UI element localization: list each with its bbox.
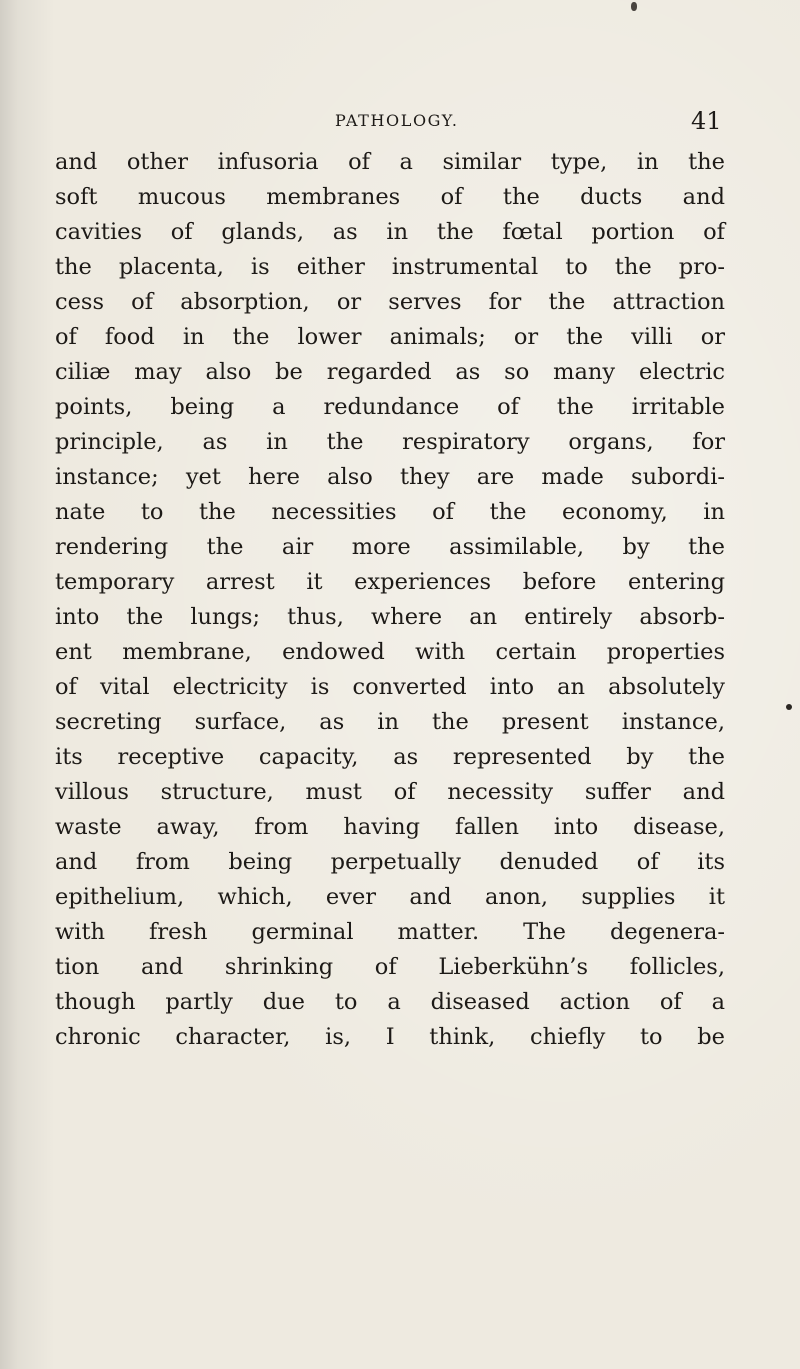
- text-line: chronic character, is, I think, chiefly to be: [55, 1024, 725, 1050]
- text-line: cess of absorption, or serves for the attraction: [55, 289, 725, 315]
- text-line: with fresh germinal matter. The degenera-: [55, 919, 725, 945]
- body-text: [55, 145, 725, 1055]
- ink-speck: [631, 2, 637, 11]
- text-line: soft mucous membranes of the ducts and: [55, 184, 725, 210]
- text-line: its receptive capacity, as represented by the: [55, 744, 725, 770]
- page-number: 41: [691, 107, 722, 135]
- text-line: ent membrane, endowed with certain properties: [55, 639, 725, 665]
- text-line: the placenta, is either instrumental to the pro-: [55, 254, 725, 280]
- text-line: cavities of glands, as in the fœtal portion of: [55, 219, 725, 245]
- text-line: points, being a redundance of the irritable: [55, 394, 725, 420]
- text-line: and from being perpetually denuded of its: [55, 849, 725, 875]
- text-line: tion and shrinking of Lieberkühn’s follicles,: [55, 954, 725, 980]
- text-line: of vital electricity is converted into an absolutely: [55, 674, 725, 700]
- text-line: of food in the lower animals; or the villi or: [55, 324, 725, 350]
- text-line: epithelium, which, ever and anon, supplies it: [55, 884, 725, 910]
- text-line: ciliæ may also be regarded as so many electric: [55, 359, 725, 385]
- text-line: waste away, from having fallen into disease,: [55, 814, 725, 840]
- text-line: secreting surface, as in the present instance,: [55, 709, 725, 735]
- text-line: nate to the necessities of the economy, in: [55, 499, 725, 525]
- text-line: though partly due to a diseased action of a: [55, 989, 725, 1015]
- text-line: villous structure, must of necessity suffer and: [55, 779, 725, 805]
- text-line: instance; yet here also they are made subordi-: [55, 464, 725, 490]
- text-line: into the lungs; thus, where an entirely absorb-: [55, 604, 725, 630]
- text-line: and other infusoria of a similar type, in the: [55, 149, 725, 175]
- margin-dot: [786, 704, 792, 710]
- text-line: principle, as in the respiratory organs, for: [55, 429, 725, 455]
- text-line: temporary arrest it experiences before entering: [55, 569, 725, 595]
- running-head-title: PATHOLOGY.: [335, 111, 459, 130]
- running-head: [0, 107, 800, 141]
- text-line: rendering the air more assimilable, by the: [55, 534, 725, 560]
